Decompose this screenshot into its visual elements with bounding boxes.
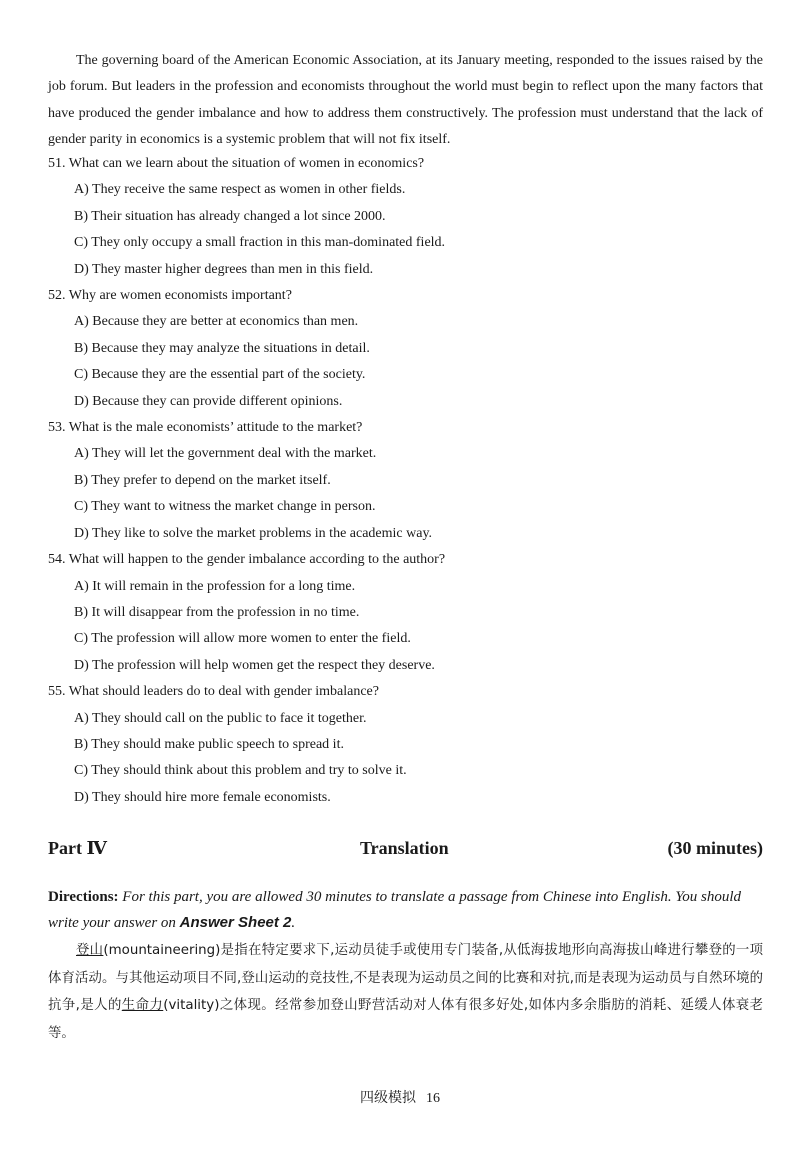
option-a: A) They will let the government deal with the market. — [74, 446, 377, 462]
question-54 — [48, 547, 763, 679]
option-d: D) They master higher degrees than men in this field. — [74, 261, 374, 277]
directions-text: For this part, you are allowed 30 minutes to translate a passage from Chinese into English. You should write your answer on — [48, 889, 742, 931]
question-53 — [48, 415, 763, 547]
question-stem: 54. What will happen to the gender imbalance according to the author? — [48, 552, 446, 568]
translation-passage — [48, 937, 763, 1047]
question-51 — [48, 151, 763, 283]
option-d: D) They like to solve the market problems in the academic way. — [74, 525, 433, 541]
passage-paragraph: The governing board of the American Economic Association, at its January meeting, responded to the issues raised by the job forum. But leaders in the profession and economists throughout the world must begin to reflect upon the many factors that have produced the gender imbalance and how to address them constructively. The profession must understand that the lack of gender parity in economics is a systemic problem that will not fix itself. — [48, 53, 763, 148]
translation-text-1: (mountaineering)是指在特定要求下,运动员徒手或使用专门装备,从低海拔地形向高海拔山峰进行攀登的一项体育活动。与其他运动项目不同,登山运动的竞技性,不是表现为运动员之间的比赛和对抗,而是表现为运动员与自然环境的抗争,是人的 — [48, 943, 764, 1013]
option-b: B) Their situation has already changed a lot since 2000. — [74, 208, 386, 224]
option-a: A) Because they are better at economics than men. — [74, 314, 359, 330]
question-55 — [48, 679, 763, 811]
page-number: 16 — [426, 1091, 440, 1106]
option-a: A) They should call on the public to face it together. — [74, 710, 367, 726]
option-d: D) The profession will help women get the respect they deserve. — [74, 657, 435, 673]
directions — [48, 884, 763, 936]
option-b: B) They prefer to depend on the market itself. — [74, 472, 331, 488]
term-mountaineering: 登山 — [76, 943, 104, 958]
option-c: C) They only occupy a small fraction in this man-dominated field. — [74, 235, 446, 251]
directions-end: . — [291, 915, 296, 931]
option-c: C) They should think about this problem and try to solve it. — [74, 763, 407, 779]
part-title: Translation — [360, 838, 449, 858]
option-a: A) They receive the same respect as women in other fields. — [74, 182, 406, 198]
part-label: Part Ⅳ — [48, 838, 107, 858]
option-b: B) They should make public speech to spread it. — [74, 736, 344, 752]
question-stem: 53. What is the male economists’ attitude to the market? — [48, 420, 363, 436]
translation-text-2: (vitality)之体现。经常参加登山野营活动对人体有很多好处,如体内多余脂肪的消耗、延缓人体衰老等。 — [48, 998, 764, 1041]
question-stem: 55. What should leaders do to deal with gender imbalance? — [48, 684, 379, 700]
option-d: D) They should hire more female economists. — [74, 789, 331, 805]
option-b: B) Because they may analyze the situations in detail. — [74, 340, 370, 356]
option-c: C) They want to witness the market change in person. — [74, 499, 376, 515]
footer-label: 四级模拟 — [360, 1090, 416, 1106]
directions-label: Directions: — [48, 889, 119, 905]
question-52 — [48, 283, 763, 415]
option-d: D) Because they can provide different opinions. — [74, 393, 343, 409]
part-heading — [48, 838, 763, 868]
term-vitality: 生命力 — [121, 998, 164, 1013]
part-time: (30 minutes) — [667, 838, 763, 858]
page-footer — [0, 1087, 800, 1107]
option-c: C) The profession will allow more women to enter the field. — [74, 631, 411, 647]
question-list — [48, 151, 763, 811]
question-stem: 52. Why are women economists important? — [48, 288, 292, 304]
question-stem: 51. What can we learn about the situation of women in economics? — [48, 156, 425, 171]
answer-sheet-label: Answer Sheet 2 — [179, 914, 292, 931]
option-b: B) It will disappear from the profession in no time. — [74, 604, 360, 620]
option-c: C) Because they are the essential part of the society. — [74, 367, 366, 383]
option-a: A) It will remain in the profession for a long time. — [74, 578, 356, 594]
